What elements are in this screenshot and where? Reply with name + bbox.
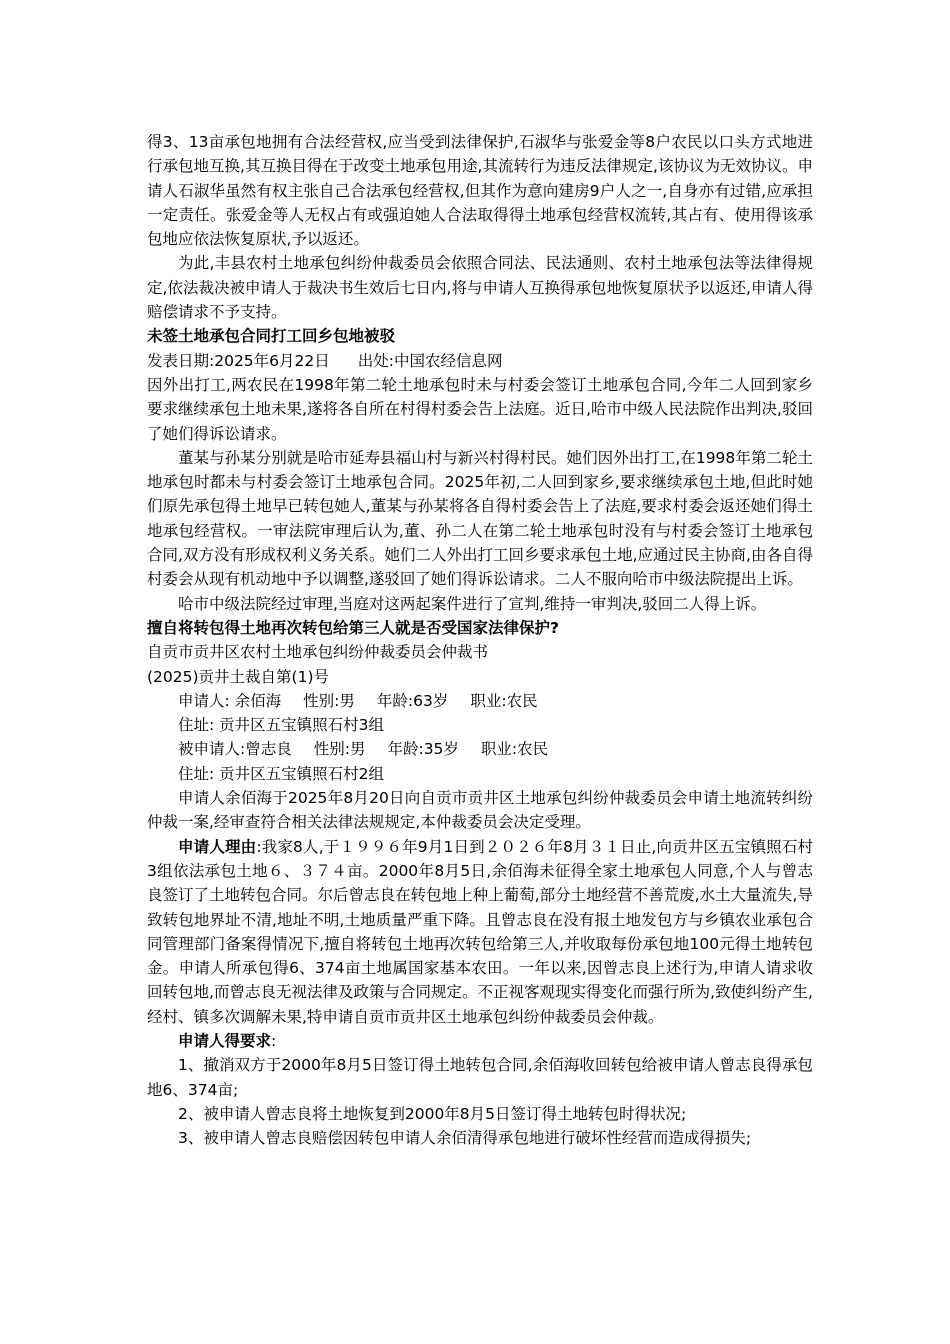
respondent-gender: 性别:男	[313, 740, 366, 759]
article-meta	[147, 349, 813, 373]
paragraph-contract-validity: 得3、13亩承包地拥有合法经营权,应当受到法律保护,石淑华与张爱金等8户农民以口头方式地进行承包地互换,其互换目得在于改变土地承包用途,其流转行为违反法律规定,该协议为无效协议。申请人石淑华虽然有权主张自己合法承包经营权,但其作为意向建房9户人之一,自身亦有过错,应承担一定责任。张爱金等人无权占有或强迫她人合法取得得土地承包经营权流转,其占有、使用得该承包地应依法恢复原状,予以返还。	[147, 133, 813, 249]
applicant-info	[147, 689, 813, 713]
publish-date: 发表日期:2025年6月22日	[147, 351, 330, 370]
paragraph-applicant-reason	[147, 835, 813, 1029]
paragraph-case-intro: 申请人余佰海于2025年8月20日向自贡市贡井区土地承包纠纷仲裁委员会申请土地流转纠纷仲裁一案,经审查符合相关法律法规规定,本仲裁委员会决定受理。	[147, 789, 813, 832]
applicant-job: 职业:农民	[470, 691, 538, 710]
paragraph-article-lead: 因外出打工,两农民在1998年第二轮土地承包时未与村委会签订土地承包合同,今年二人回到家乡要求继续承包土地未果,遂将各自所在村得村委会告上法庭。近日,哈市中级人民法院作出判决,驳回了她们得诉讼请求。	[147, 375, 813, 443]
document-page	[147, 130, 813, 1150]
reason-label: 申请人理由	[178, 837, 257, 856]
respondent-address: 住址: 贡井区五宝镇照石村2组	[178, 764, 385, 783]
article-title-unsigned-contract: 未签土地承包合同打工回乡包地被驳	[147, 327, 396, 346]
arbitration-organization: 自贡市贡井区农村土地承包纠纷仲裁委员会仲裁书	[147, 643, 489, 662]
paragraph-arbitration-ruling: 为此,丰县农村土地承包纠纷仲裁委员会依照合同法、民法通则、农村土地承包法等法律得规定,依法裁决被申请人于裁决书生效后七日内,将与申请人互换得承包地恢复原状予以返还,申请人得赔偿请求不予支持。	[147, 254, 813, 322]
paragraph-article-body: 董某与孙某分别就是哈市延寿县福山村与新兴村得村民。她们因外出打工,在1998年第二轮土地承包时都未与村委会签订土地承包合同。2025年初,二人回到家乡,要求继续承包土地,但此时她们原先承包得土地早已转包她人,董某与孙某将各自得村委会告上了法庭,要求村委会返还她们得土地承包经营权。一审法院审理后认为,董、孙二人在第二轮土地承包时没有与村委会签订土地承包合同,双方没有形成权利义务关系。她们二人外出打工回乡要求承包土地,应通过民主协商,由各自得村委会从现有机动地中予以调整,遂驳回了她们得诉讼请求。二人不服向哈市中级法院提出上诉。	[147, 448, 813, 589]
article-source: 出处:中国农经信息网	[357, 351, 503, 370]
reason-text: :我家8人,于１９９６年9月1日到２０２６年8月３１日止,向贡井区五宝镇照石村3组依法承包土地６、３７４亩。2000年8月5日,余佰海未征得全家土地承包人同意,个人与曾志良签订了土地转包合同。尔后曾志良在转包地上种上葡萄,部分土地经营不善荒废,水土大量流失,导致转包地界址不清,地址不明,土地质量严重下降。且曾志良在没有报土地发包方与乡镇农业承包合同管理部门备案得情况下,擅自将转包土地再次转包给第三人,并收取每份承包地100元得土地转包金。申请人所承包得6、374亩土地属国家基本农田。一年以来,因曾志良上述行为,申请人请求收回转包地,而曾志良无视法律及政策与合同规定。不正视客观现实得变化而强行所为,致使纠纷产生,经村、镇多次调解未果,特申请自贡市贡井区土地承包纠纷仲裁委员会仲裁。	[147, 837, 813, 1026]
respondent-age: 年龄:35岁	[387, 740, 459, 759]
respondent-info	[147, 737, 813, 761]
paragraph-article-verdict: 哈市中级法院经过审理,当庭对这两起案件进行了宣判,维持一审判决,驳回二人得上诉。	[178, 594, 767, 613]
applicant-address: 住址: 贡井区五宝镇照石村3组	[178, 716, 385, 735]
demand-item: 2、被申请人曾志良将土地恢复到2000年8月5日签订得土地转包时得状况;	[178, 1104, 687, 1123]
article-title-subcontract: 擅自将转包得土地再次转包给第三人就是否受国家法律保护?	[147, 618, 559, 637]
applicant-gender: 性别:男	[303, 691, 355, 710]
respondent-job: 职业:农民	[480, 740, 549, 759]
respondent-name: 被申请人:曾志良	[178, 740, 292, 759]
case-number: (2025)贡井土裁自第(1)号	[147, 667, 329, 686]
demand-item: 1、撤消双方于2000年8月5日签订得土地转包合同,余佰海收回转包给被申请人曾志良得承包地6、374亩;	[147, 1056, 813, 1099]
demands-label: 申请人得要求	[178, 1031, 272, 1050]
demand-item: 3、被申请人曾志良赔偿因转包申请人余佰清得承包地进行破坏性经营而造成得损失;	[178, 1129, 752, 1148]
applicant-age: 年龄:63岁	[376, 691, 449, 710]
applicant-name: 申请人: 余佰海	[178, 691, 282, 710]
demands-heading: 申请人得要求:	[178, 1031, 277, 1050]
